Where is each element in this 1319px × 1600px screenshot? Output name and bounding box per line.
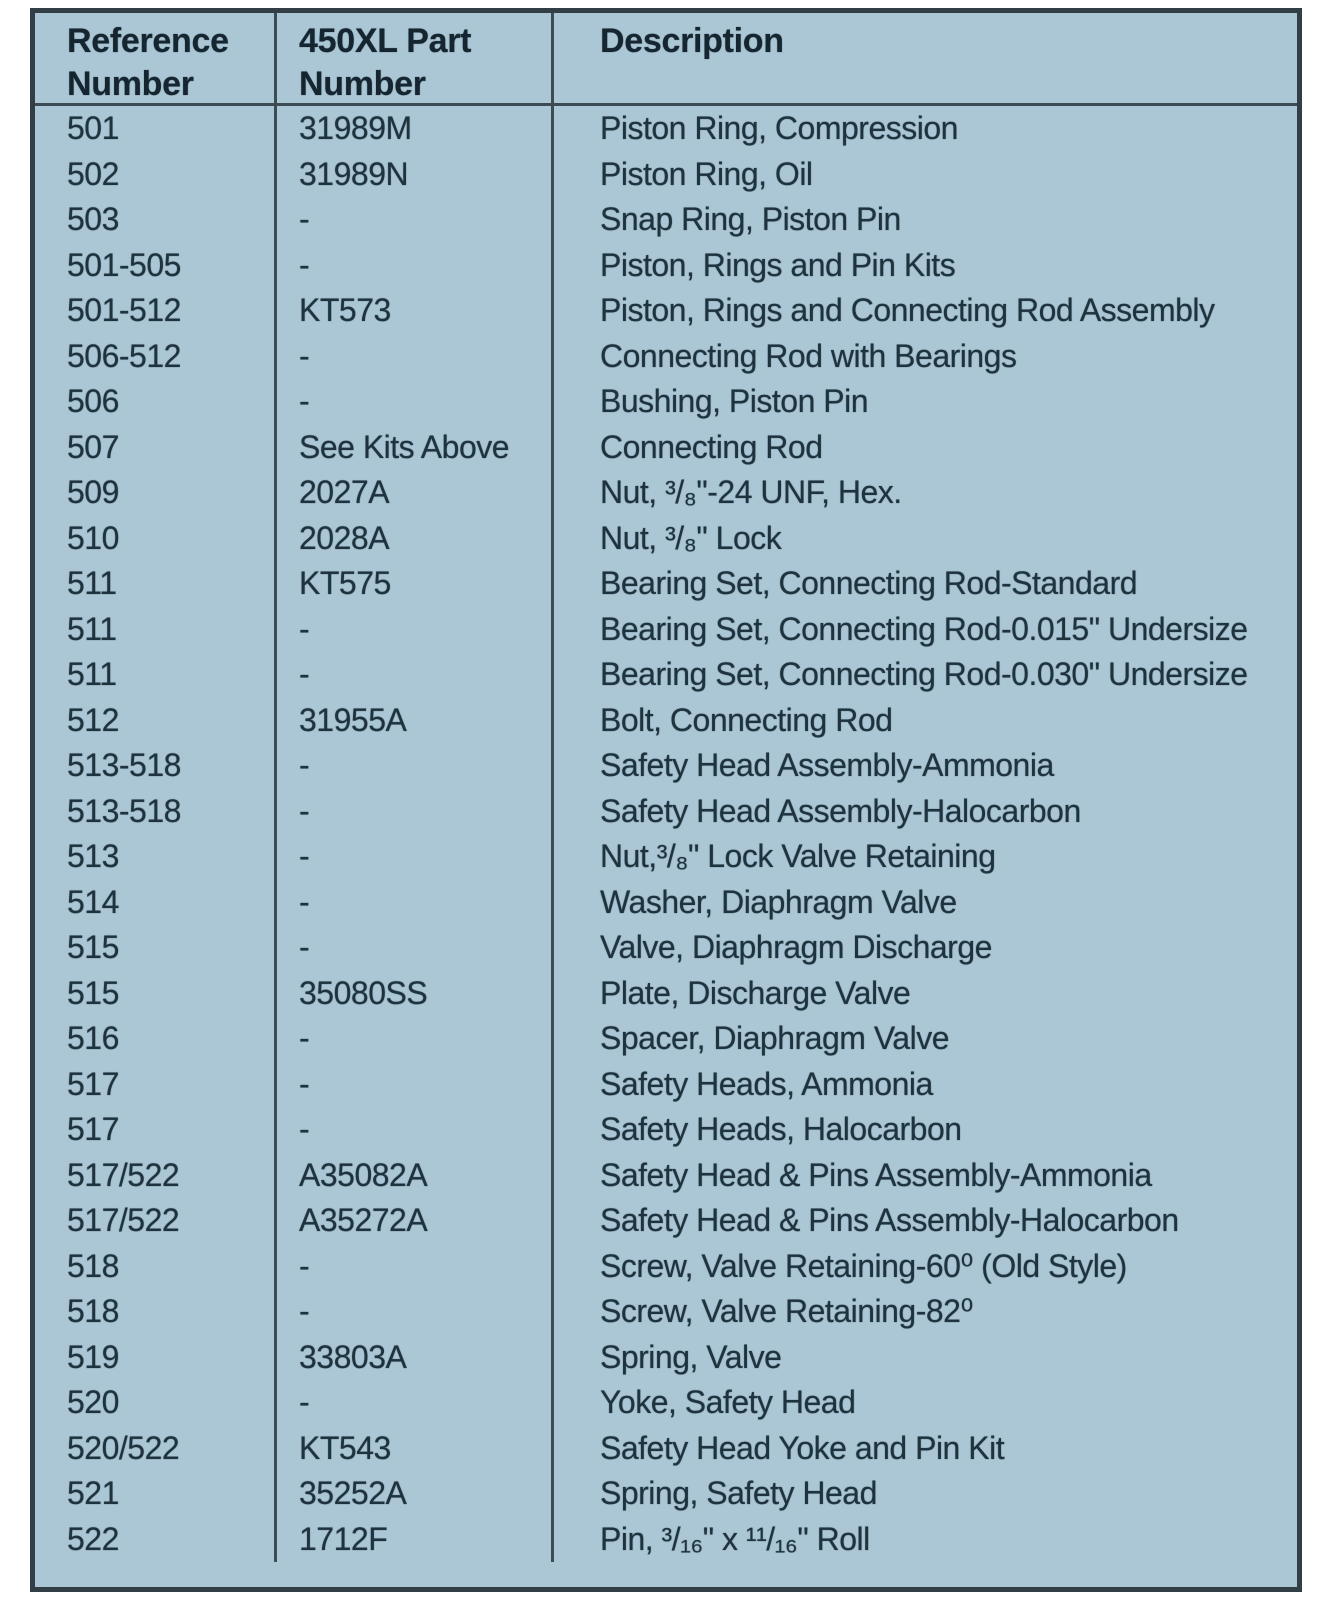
part-number-cell: 31989M [277, 106, 554, 152]
table-row [35, 743, 1297, 789]
part-number-cell: - [277, 925, 554, 971]
description-cell: Pin, ³/₁₆" x ¹¹/₁₆" Roll [600, 1520, 870, 1557]
part-number-cell: - [277, 1062, 554, 1108]
description-cell: Bushing, Piston Pin [600, 383, 868, 419]
part-number-cell: - [277, 743, 554, 789]
table-row [35, 1016, 1297, 1062]
ref-number-cell: 503 [35, 197, 277, 243]
column-header-part-line2: Number [299, 65, 426, 103]
table-row [35, 652, 1297, 698]
part-number-cell: KT575 [277, 561, 554, 607]
part-number-cell: - [277, 607, 554, 653]
description-cell: Spring, Safety Head [600, 1475, 877, 1511]
part-number-cell: 35252A [277, 1471, 554, 1517]
part-number-cell: - [277, 1244, 554, 1290]
part-number-cell: 2028A [277, 516, 554, 562]
part-number-cell: - [277, 243, 554, 289]
ref-number-cell: 515 [35, 925, 277, 971]
part-number-cell: - [277, 1016, 554, 1062]
table-row [35, 698, 1297, 744]
ref-number-cell: 513-518 [35, 789, 277, 835]
table-row [35, 1380, 1297, 1426]
column-header-part-line1: 450XL Part [299, 22, 472, 60]
description-cell: Nut, ³/₈"-24 UNF, Hex. [600, 474, 902, 510]
table-row [35, 789, 1297, 835]
description-cell: Nut,³/₈" Lock Valve Retaining [600, 838, 996, 874]
table-row [35, 425, 1297, 471]
table-row [35, 1517, 1297, 1563]
table-row [35, 834, 1297, 880]
ref-number-cell: 519 [35, 1335, 277, 1381]
description-cell: Yoke, Safety Head [600, 1384, 856, 1420]
ref-number-cell: 509 [35, 470, 277, 516]
description-cell: Snap Ring, Piston Pin [600, 201, 901, 237]
table-row [35, 880, 1297, 926]
description-cell: Safety Head & Pins Assembly-Ammonia [600, 1156, 1152, 1193]
description-cell: Piston, Rings and Pin Kits [600, 246, 956, 283]
description-cell: Connecting Rod with Bearings [600, 337, 1017, 374]
ref-number-cell: 513-518 [35, 743, 277, 789]
description-cell: Safety Head & Pins Assembly-Halocarbon [600, 1202, 1179, 1238]
column-header-description-line1: Description [600, 22, 784, 60]
part-number-cell: - [277, 880, 554, 926]
description-cell: Connecting Rod [600, 428, 823, 465]
ref-number-cell: 511 [35, 607, 277, 653]
ref-number-cell: 511 [35, 561, 277, 607]
table-row [35, 152, 1297, 198]
description-cell: Spacer, Diaphragm Valve [600, 1020, 949, 1056]
ref-number-cell: 517/522 [35, 1153, 277, 1199]
part-number-cell: 33803A [277, 1335, 554, 1381]
table-row [35, 516, 1297, 562]
description-cell: Screw, Valve Retaining-60⁰ (Old Style) [600, 1247, 1127, 1284]
column-header-part-number [277, 13, 554, 103]
ref-number-cell: 513 [35, 834, 277, 880]
description-cell: Bearing Set, Connecting Rod-Standard [600, 565, 1138, 601]
table-row [35, 106, 1297, 152]
description-cell: Nut, ³/₈" Lock [600, 519, 782, 556]
description-cell: Bolt, Connecting Rod [600, 701, 893, 738]
table-row [35, 925, 1297, 971]
description-cell: Bearing Set, Connecting Rod-0.015" Undersize [600, 610, 1248, 647]
part-number-cell: - [277, 379, 554, 425]
column-header-description [554, 13, 1297, 103]
table-row [35, 607, 1297, 653]
part-number-cell: - [277, 1380, 554, 1426]
table-row [35, 243, 1297, 289]
part-number-cell: 1712F [277, 1517, 554, 1563]
description-cell: Piston Ring, Compression [600, 110, 958, 146]
table-row [35, 1107, 1297, 1153]
table-row [35, 971, 1297, 1017]
ref-number-cell: 522 [35, 1517, 277, 1563]
ref-number-cell: 521 [35, 1471, 277, 1517]
description-cell: Safety Head Assembly-Halocarbon [600, 792, 1081, 829]
table-row [35, 1471, 1297, 1517]
parts-table [30, 8, 1302, 1592]
part-number-cell: 31955A [277, 698, 554, 744]
ref-number-cell: 510 [35, 516, 277, 562]
table-header-row [35, 13, 1297, 106]
description-cell: Bearing Set, Connecting Rod-0.030" Undersize [600, 656, 1248, 692]
part-number-cell: - [277, 1289, 554, 1335]
description-cell: Safety Heads, Halocarbon [600, 1111, 962, 1147]
ref-number-cell: 520 [35, 1380, 277, 1426]
ref-number-cell: 506-512 [35, 334, 277, 380]
description-cell: Washer, Diaphragm Valve [600, 883, 957, 920]
part-number-cell: See Kits Above [277, 425, 554, 471]
description-cell: Safety Heads, Ammonia [600, 1065, 933, 1102]
ref-number-cell: 502 [35, 152, 277, 198]
part-number-cell: - [277, 652, 554, 698]
description-cell: Piston, Rings and Connecting Rod Assembly [600, 292, 1215, 328]
ref-number-cell: 506 [35, 379, 277, 425]
description-cell: Piston Ring, Oil [600, 155, 813, 192]
table-row [35, 470, 1297, 516]
table-row [35, 1153, 1297, 1199]
description-cell: Plate, Discharge Valve [600, 974, 911, 1011]
part-number-cell: - [277, 334, 554, 380]
ref-number-cell: 501-512 [35, 288, 277, 334]
part-number-cell: - [277, 834, 554, 880]
table-row [35, 561, 1297, 607]
part-number-cell: 35080SS [277, 971, 554, 1017]
column-header-reference-number [35, 13, 277, 103]
ref-number-cell: 507 [35, 425, 277, 471]
table-bottom-padding [35, 1562, 1297, 1588]
description-cell: Safety Head Assembly-Ammonia [600, 747, 1054, 783]
part-number-cell: 2027A [277, 470, 554, 516]
ref-number-cell: 515 [35, 971, 277, 1017]
part-number-cell: - [277, 789, 554, 835]
table-row [35, 1198, 1297, 1244]
part-number-cell: - [277, 1107, 554, 1153]
table-row [35, 1335, 1297, 1381]
ref-number-cell: 517 [35, 1107, 277, 1153]
description-cell: Safety Head Yoke and Pin Kit [600, 1429, 1005, 1466]
ref-number-cell: 517 [35, 1062, 277, 1108]
ref-number-cell: 520/522 [35, 1426, 277, 1472]
table-row [35, 1244, 1297, 1290]
ref-number-cell: 517/522 [35, 1198, 277, 1244]
part-number-cell: A35082A [277, 1153, 554, 1199]
description-cell: Spring, Valve [600, 1338, 782, 1375]
ref-number-cell: 511 [35, 652, 277, 698]
part-number-cell: 31989N [277, 152, 554, 198]
ref-number-cell: 512 [35, 698, 277, 744]
table-body [35, 106, 1297, 1588]
table-row [35, 197, 1297, 243]
table-row [35, 288, 1297, 334]
description-cell: Screw, Valve Retaining-82⁰ [600, 1293, 973, 1329]
ref-number-cell: 501-505 [35, 243, 277, 289]
column-header-reference-line1: Reference [67, 22, 229, 60]
part-number-cell: - [277, 197, 554, 243]
table-row [35, 1289, 1297, 1335]
part-number-cell: KT543 [277, 1426, 554, 1472]
table-row [35, 1062, 1297, 1108]
column-header-reference-line2: Number [67, 65, 194, 103]
ref-number-cell: 518 [35, 1289, 277, 1335]
part-number-cell: A35272A [277, 1198, 554, 1244]
ref-number-cell: 518 [35, 1244, 277, 1290]
table-row [35, 1426, 1297, 1472]
table-row [35, 379, 1297, 425]
ref-number-cell: 501 [35, 106, 277, 152]
ref-number-cell: 516 [35, 1016, 277, 1062]
description-cell: Valve, Diaphragm Discharge [600, 929, 992, 965]
ref-number-cell: 514 [35, 880, 277, 926]
part-number-cell: KT573 [277, 288, 554, 334]
table-row [35, 334, 1297, 380]
